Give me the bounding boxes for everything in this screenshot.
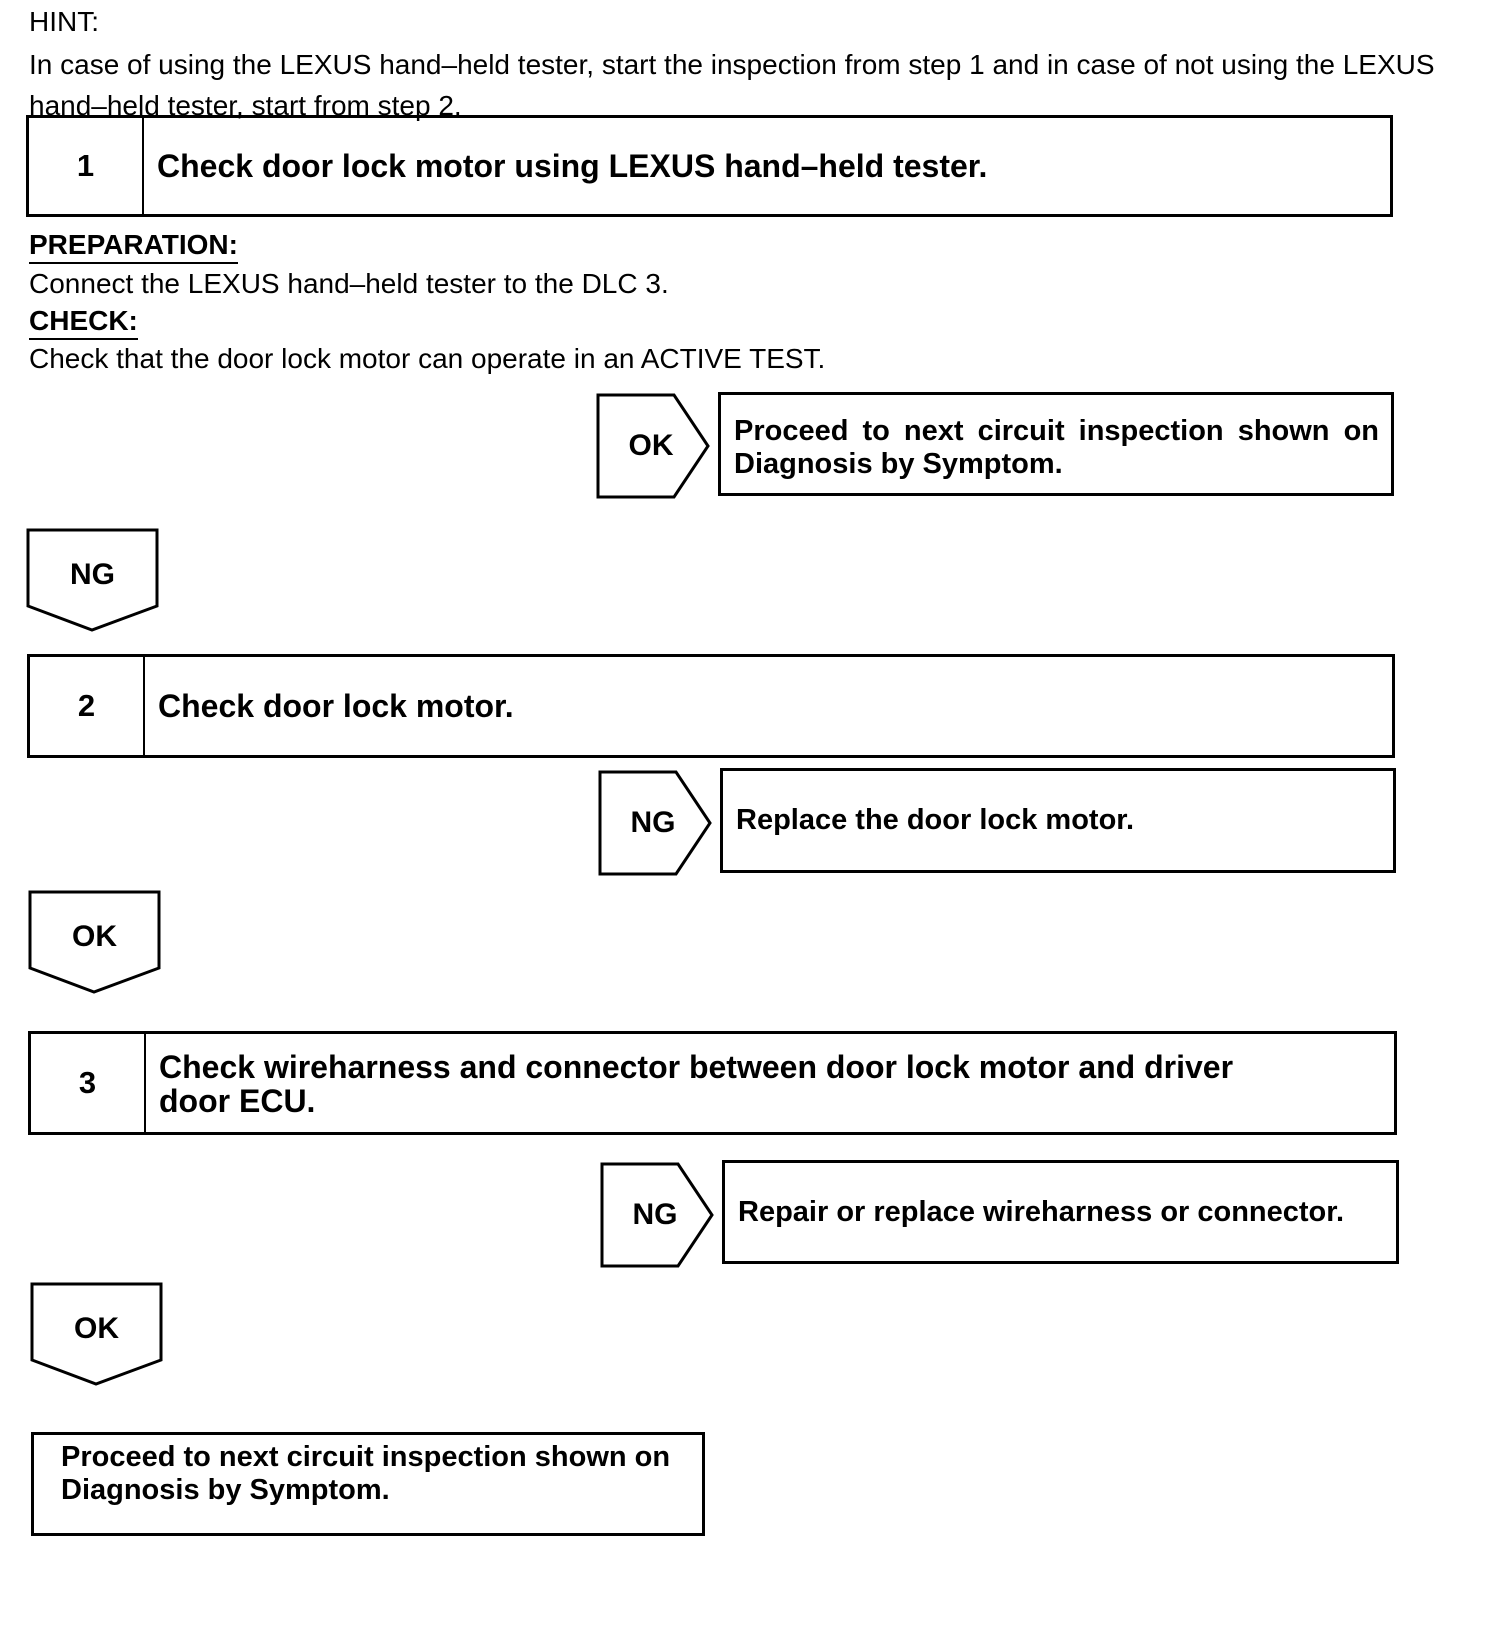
branch-label: OK [628,429,674,462]
result-box: Replace the door lock motor. [720,768,1396,873]
continue-tag-ng [26,528,166,638]
step-number: 3 [31,1034,146,1132]
result-box: Repair or replace wireharness or connector. [722,1160,1399,1264]
preparation-label: PREPARATION: [29,229,238,264]
continue-label: OK [72,920,117,953]
step-2-header [27,654,1395,758]
continue-label: NG [70,558,115,591]
hint-text: In case of using the LEXUS hand–held tester, start the inspection from step 1 and in case of not using the LEXUS hand–held tester, start from step 2. [29,49,1435,121]
branch-tag-ng [598,770,722,878]
hint-label: HINT: [29,6,99,37]
continue-tag-ok [30,1282,170,1392]
continue-label: OK [74,1312,119,1345]
result-box: Proceed to next circuit inspection shown on Diagnosis by Symptom. [718,392,1394,496]
step-1-header [26,115,1393,217]
branch-label: NG [632,1198,678,1231]
preparation-text: Connect the LEXUS hand–held tester to the DLC 3. [29,268,669,299]
branch-label: NG [630,806,676,839]
step-number: 2 [30,657,145,755]
branch-tag-ok [596,393,720,501]
step-title: Check wireharness and connector between door lock motor and driver door ECU. [159,1049,1234,1119]
final-result-box: Proceed to next circuit inspection shown on Diagnosis by Symptom. [31,1432,705,1536]
step-number: 1 [29,118,144,214]
step-title: Check door lock motor. [158,688,514,724]
branch-tag-ng [600,1162,724,1270]
step-title: Check door lock motor using LEXUS hand–held tester. [157,148,988,184]
check-label: CHECK: [29,305,138,340]
check-text: Check that the door lock motor can operate in an ACTIVE TEST. [29,343,826,374]
continue-tag-ok [28,890,168,1000]
step-3-header [28,1031,1397,1135]
